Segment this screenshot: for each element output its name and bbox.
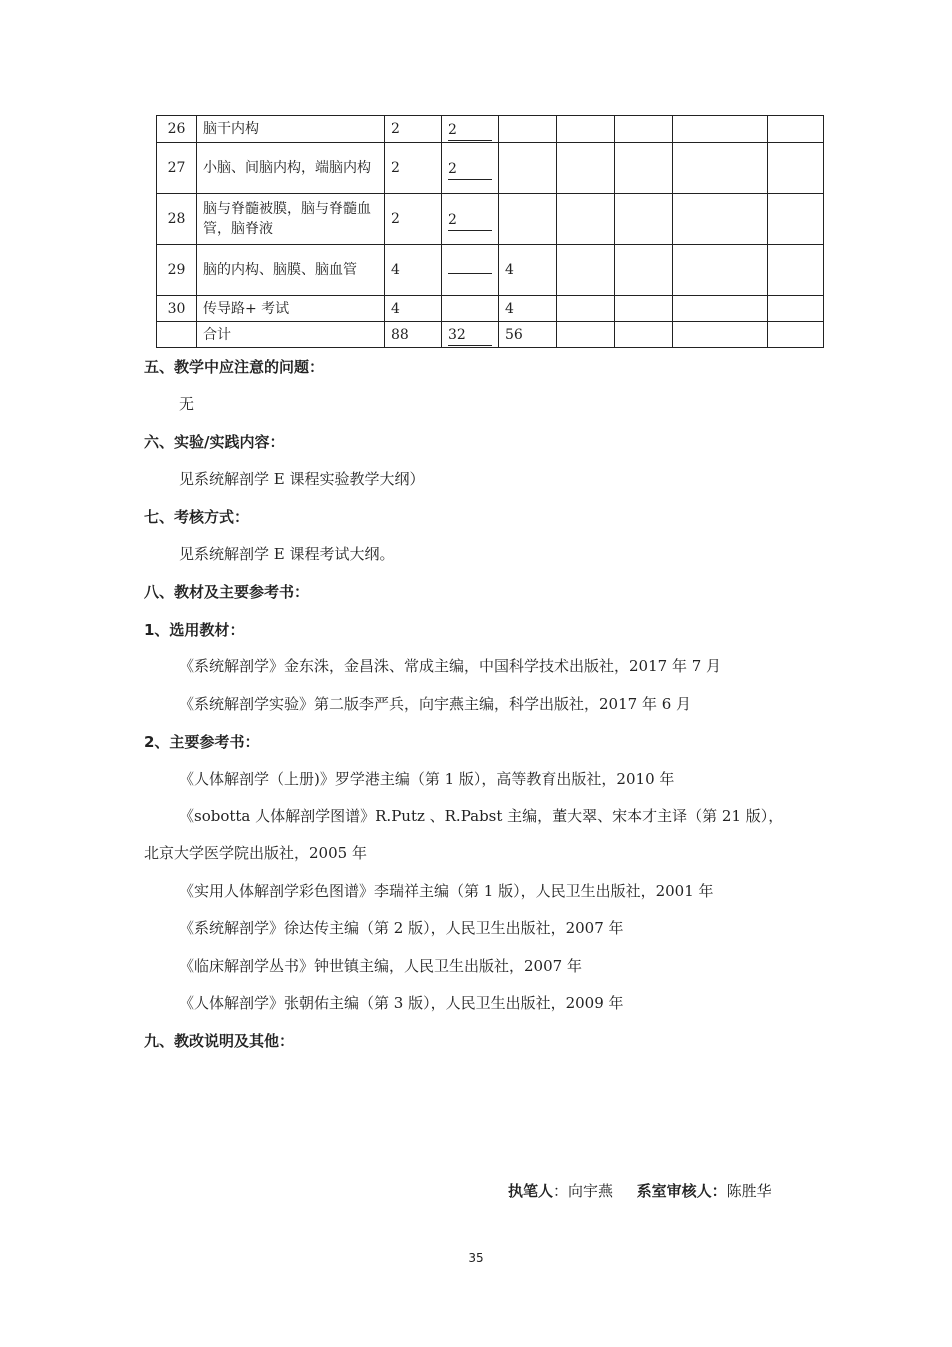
section-5-heading: 五、教学中应注意的问题： <box>144 358 325 376</box>
author-separator: ： <box>553 1182 569 1200</box>
table-row <box>157 116 824 143</box>
row-number: 26 <box>157 116 197 143</box>
reference-item: 《临床解剖学丛书》钟世镇主编，人民卫生出版社，2007 年 <box>179 957 582 975</box>
section-6-body: 见系统解剖学 E 课程实验教学大纲） <box>179 470 425 488</box>
row-theory-hours: 2 <box>448 118 492 141</box>
row-theory-hours <box>448 271 492 274</box>
row-number: 30 <box>157 296 197 322</box>
row-topic: 小脑、间脑内构，端脑内构 <box>197 143 385 194</box>
author-label: 执笔人 <box>508 1182 554 1200</box>
section-6-heading: 六、实验/实践内容： <box>144 433 285 451</box>
section-7-body: 见系统解剖学 E 课程考试大纲。 <box>179 545 395 563</box>
row-theory-hours: 2 <box>448 208 492 231</box>
row-total-hours: 2 <box>385 194 442 245</box>
row-lab-hours <box>499 116 557 143</box>
table-row-total <box>157 322 824 348</box>
row-number: 27 <box>157 143 197 194</box>
schedule-table <box>156 115 824 348</box>
table-row <box>157 296 824 322</box>
section-8-heading: 八、教材及主要参考书： <box>144 583 310 601</box>
signature-line <box>508 1181 772 1201</box>
row-number <box>157 322 197 348</box>
reference-item-continued: 北京大学医学院出版社，2005 年 <box>144 844 367 862</box>
row-total-hours: 2 <box>385 116 442 143</box>
row-topic: 脑干内构 <box>197 116 385 143</box>
table-row <box>157 194 824 245</box>
row-total-hours: 88 <box>385 322 442 348</box>
textbooks-subheading: 1、选用教材： <box>144 621 245 639</box>
reference-item: 《人体解剖学》张朝佑主编（第 3 版），人民卫生出版社，2009 年 <box>179 994 624 1012</box>
row-total-hours: 2 <box>385 143 442 194</box>
row-lab-hours: 4 <box>499 296 557 322</box>
row-lab-hours: 56 <box>499 322 557 348</box>
row-lab-hours <box>499 194 557 245</box>
row-number: 29 <box>157 245 197 296</box>
section-5-body: 无 <box>179 395 195 413</box>
table-row <box>157 245 824 296</box>
section-7-heading: 七、考核方式： <box>144 508 250 526</box>
reviewer-name: 陈胜华 <box>726 1182 772 1200</box>
row-lab-hours: 4 <box>499 245 557 296</box>
row-theory-hours: 32 <box>448 323 492 346</box>
reference-item: 《系统解剖学》徐达传主编（第 2 版），人民卫生出版社，2007 年 <box>179 919 624 937</box>
table-row <box>157 143 824 194</box>
references-subheading: 2、主要参考书： <box>144 733 260 751</box>
row-topic: 合计 <box>197 322 385 348</box>
row-total-hours: 4 <box>385 245 442 296</box>
section-9-heading: 九、教改说明及其他： <box>144 1032 295 1050</box>
textbook-item: 《系统解剖学》金东洙，金昌洙、常成主编，中国科学技术出版社，2017 年 7 月 <box>179 657 722 675</box>
reference-item: 《sobotta 人体解剖学图谱》R.Putz 、R.Pabst 主编，董大翠、宋本才主译（第 21 版）， <box>179 807 784 825</box>
row-theory-hours: 2 <box>448 157 492 180</box>
reference-item: 《人体解剖学（上册)》罗学港主编（第 1 版），高等教育出版社，2010 年 <box>179 770 675 788</box>
row-number: 28 <box>157 194 197 245</box>
textbook-item: 《系统解剖学实验》第二版李严兵，向宇燕主编，科学出版社，2017 年 6 月 <box>179 695 692 713</box>
author-name: 向宇燕 <box>568 1182 614 1200</box>
row-topic: 脑的内构、脑膜、脑血管 <box>197 245 385 296</box>
reference-item: 《实用人体解剖学彩色图谱》李瑞祥主编（第 1 版），人民卫生出版社，2001 年 <box>179 882 714 900</box>
reviewer-label: 系室审核人： <box>636 1182 727 1200</box>
row-topic: 脑与脊髓被膜，脑与脊髓血管，脑脊液 <box>197 194 385 245</box>
row-theory-hours <box>442 296 499 322</box>
row-topic: 传导路+ 考试 <box>197 296 385 322</box>
row-lab-hours <box>499 143 557 194</box>
page-number: 35 <box>468 1251 484 1265</box>
row-total-hours: 4 <box>385 296 442 322</box>
